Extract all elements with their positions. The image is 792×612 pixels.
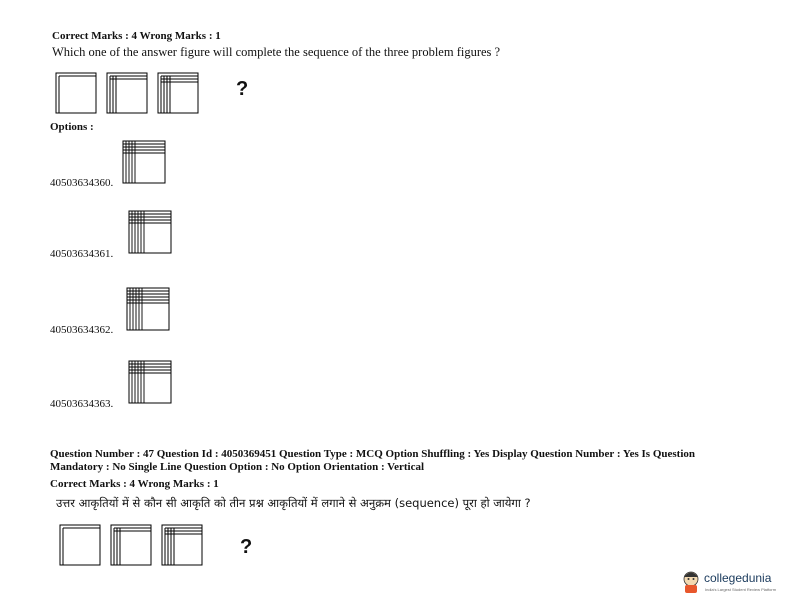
q2-problem-figure-1 bbox=[60, 525, 100, 565]
q2-problem-figures bbox=[54, 522, 244, 568]
option-label-1[interactable]: 40503634360. bbox=[50, 177, 114, 189]
option-label-3[interactable]: 40503634362. bbox=[50, 324, 114, 336]
logo-name: collegedunia bbox=[704, 571, 772, 585]
q1-marks: Correct Marks : 4 Wrong Marks : 1 bbox=[52, 30, 221, 42]
option-label-2[interactable]: 40503634361. bbox=[50, 248, 114, 260]
q2-marks: Correct Marks : 4 Wrong Marks : 1 bbox=[50, 478, 219, 490]
q1-question-text: Which one of the answer figure will complete the sequence of the three problem figures ? bbox=[52, 45, 501, 59]
collegedunia-logo bbox=[680, 568, 790, 598]
q1-problem-figure-3 bbox=[158, 73, 198, 113]
option-figure-4[interactable] bbox=[128, 360, 174, 406]
q1-problem-figure-1 bbox=[56, 73, 96, 113]
q2-problem-figure-3 bbox=[162, 525, 202, 565]
q1-question-mark: ? bbox=[236, 78, 249, 100]
q2-question-mark: ? bbox=[240, 536, 253, 558]
q2-question-text: उत्तर आकृतियों में से कौन सी आकृति को तीन प्रश्न आकृतियों में लगाने से अनुक्रम (sequence) पूरा हो जायेगा ? bbox=[56, 496, 531, 510]
options-label: Options : bbox=[50, 121, 94, 133]
q2-metadata: Question Number : 47 Question Id : 4050369451 Question Type : MCQ Option Shuffling : Yes Display Question Number : Yes Is Question Mandatory : No Single Line Question Option : No Option Orientation : Vertical bbox=[50, 448, 695, 473]
q1-problem-figures bbox=[50, 70, 240, 116]
option-figure-2[interactable] bbox=[128, 210, 174, 256]
q1-problem-figure-2 bbox=[107, 73, 147, 113]
q2-problem-figure-2 bbox=[111, 525, 151, 565]
option-figure-3[interactable] bbox=[126, 287, 172, 333]
option-figure-1[interactable] bbox=[122, 140, 168, 186]
mascot-icon bbox=[680, 570, 702, 594]
logo-tagline: India's Largest Student Review Platform bbox=[705, 587, 777, 592]
option-label-4[interactable]: 40503634363. bbox=[50, 398, 114, 410]
